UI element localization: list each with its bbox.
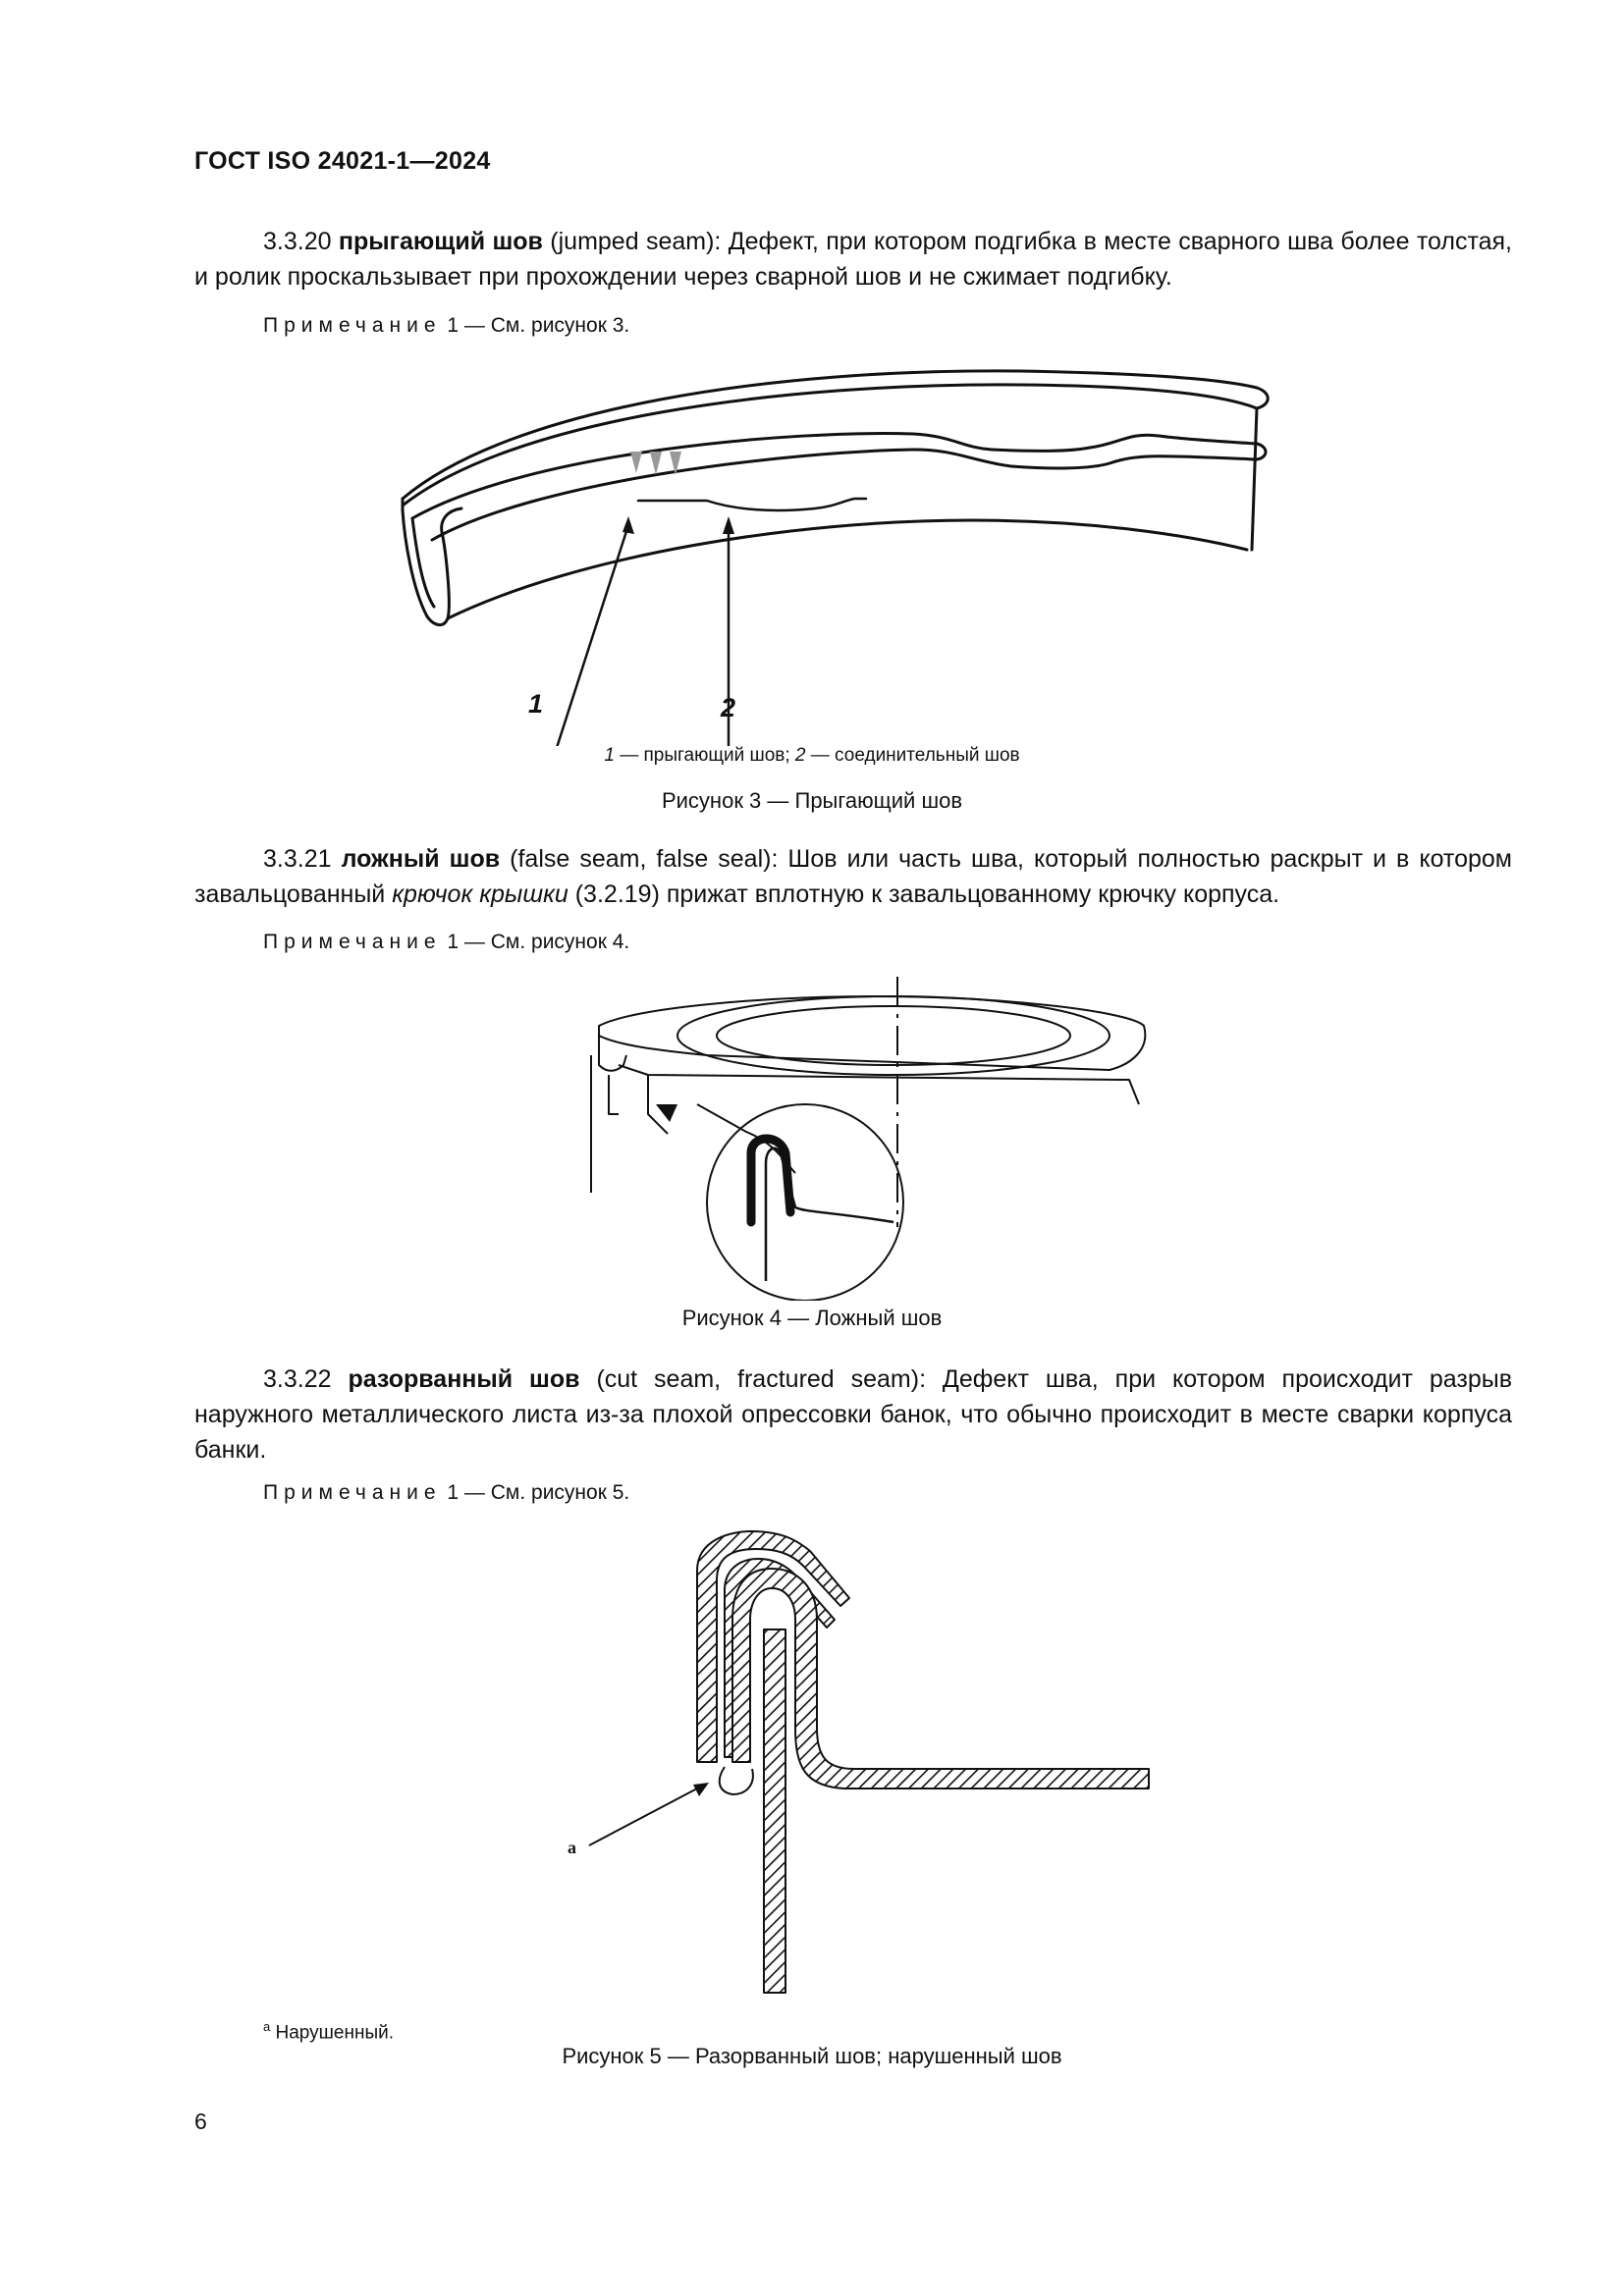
body-flange [619, 1065, 1139, 1104]
flange-inner-edge [403, 385, 1257, 506]
figure-5-footnote: $^a$ Нарушенный. [263, 2019, 395, 2044]
definition-3-3-21: 3.3.21 ложный шов (false seam, false seal): Шов или часть шва, который полностью раскрыт и в котором завальцованный крючок крышки (3.2.19) прижат вплотную к завальцованному крючку корпуса. [194, 845, 1512, 908]
fracture-leader-line [589, 1789, 697, 1845]
note-label: Примечание [263, 931, 442, 953]
detail-hook-outline [766, 1148, 893, 1281]
term: разорванный шов [348, 1365, 580, 1393]
detail-pointer [697, 1104, 795, 1173]
term-reference: крючок крышки [392, 881, 568, 908]
figure-3-callout-1: 1 [528, 689, 544, 719]
arrowhead-2 [723, 516, 734, 534]
note-label: Примечание [263, 1481, 442, 1504]
figure-5-caption: Рисунок 5 — Разорванный шов; нарушенный шов [562, 2044, 1062, 2068]
term: ложный шов [341, 845, 501, 873]
fracture-gap [720, 1767, 753, 1794]
body-bottom-edge [448, 520, 1247, 618]
leader-line-1 [535, 525, 628, 746]
lid-ring-outer [677, 996, 1110, 1075]
arrowhead-1 [623, 516, 634, 534]
figure-3-jumped-seam [383, 353, 1326, 746]
definition-3-3-20 [194, 224, 1512, 294]
joining-seam-line [638, 499, 866, 510]
body-right-edge [1252, 408, 1257, 550]
note-text: 1 — См. рисунок 4. [447, 931, 630, 953]
figure-5-callout-a: a [568, 1838, 576, 1857]
note-figure-5 [263, 1481, 629, 1505]
seam-tooth [650, 452, 662, 475]
flange-curl-top [1257, 388, 1268, 408]
figure-3-callout-2: 2 [721, 693, 736, 722]
definition-3-3-22 [194, 1362, 1512, 1468]
term: прыгающий шов [338, 228, 543, 255]
figure-4-false-seam [579, 977, 1149, 1301]
note-text: 1 — См. рисунок 5. [447, 1481, 630, 1504]
figure-5-fractured-seam [550, 1522, 1159, 2002]
flange-curl-lower [1257, 444, 1266, 459]
figure-3-legend: 1 — прыгающий шов; 2 — соединительный шов [604, 745, 1020, 766]
figure-3-caption: Рисунок 3 — Прыгающий шов [661, 788, 963, 813]
body-wall [764, 1629, 785, 1993]
definition-text: (jumped seam): Дефект, при котором подгибка в месте сварного шва более толстая, и ролик проскальзывает при прохождении через сварной шов и не сжимает подгибку. [194, 228, 1512, 291]
body-wall-left [609, 1075, 619, 1114]
note-label: Примечание [263, 314, 442, 337]
note-figure-3 [263, 314, 629, 338]
page-number: 6 [194, 2109, 207, 2134]
detail-circle [707, 1104, 903, 1301]
detail-arrowhead [656, 1104, 677, 1122]
note-figure-4 [263, 931, 629, 954]
term-number: 3.3.20 [263, 228, 332, 255]
document-header: ГОСТ ISO 24021-1—2024 [194, 147, 491, 175]
detail-hook-black [751, 1139, 790, 1222]
figure-4-caption: Рисунок 4 — Ложный шов [681, 1306, 943, 1330]
term-number: 3.3.21 [263, 845, 332, 873]
left-hook-inner [412, 518, 434, 607]
term-number: 3.3.22 [263, 1365, 332, 1393]
note-text: 1 — См. рисунок 3. [447, 314, 630, 337]
body-hook-layer [732, 1569, 1149, 1789]
definition-text: (cut seam, fractured seam): Дефект шва, при котором происходит разрыв наружного металлического листа из-за плохой опрессовки банок, что обычно происходит в месте сварки корпуса банки. [194, 1365, 1512, 1464]
lid-ring-inner [717, 1006, 1070, 1065]
seam-tooth [630, 452, 642, 473]
